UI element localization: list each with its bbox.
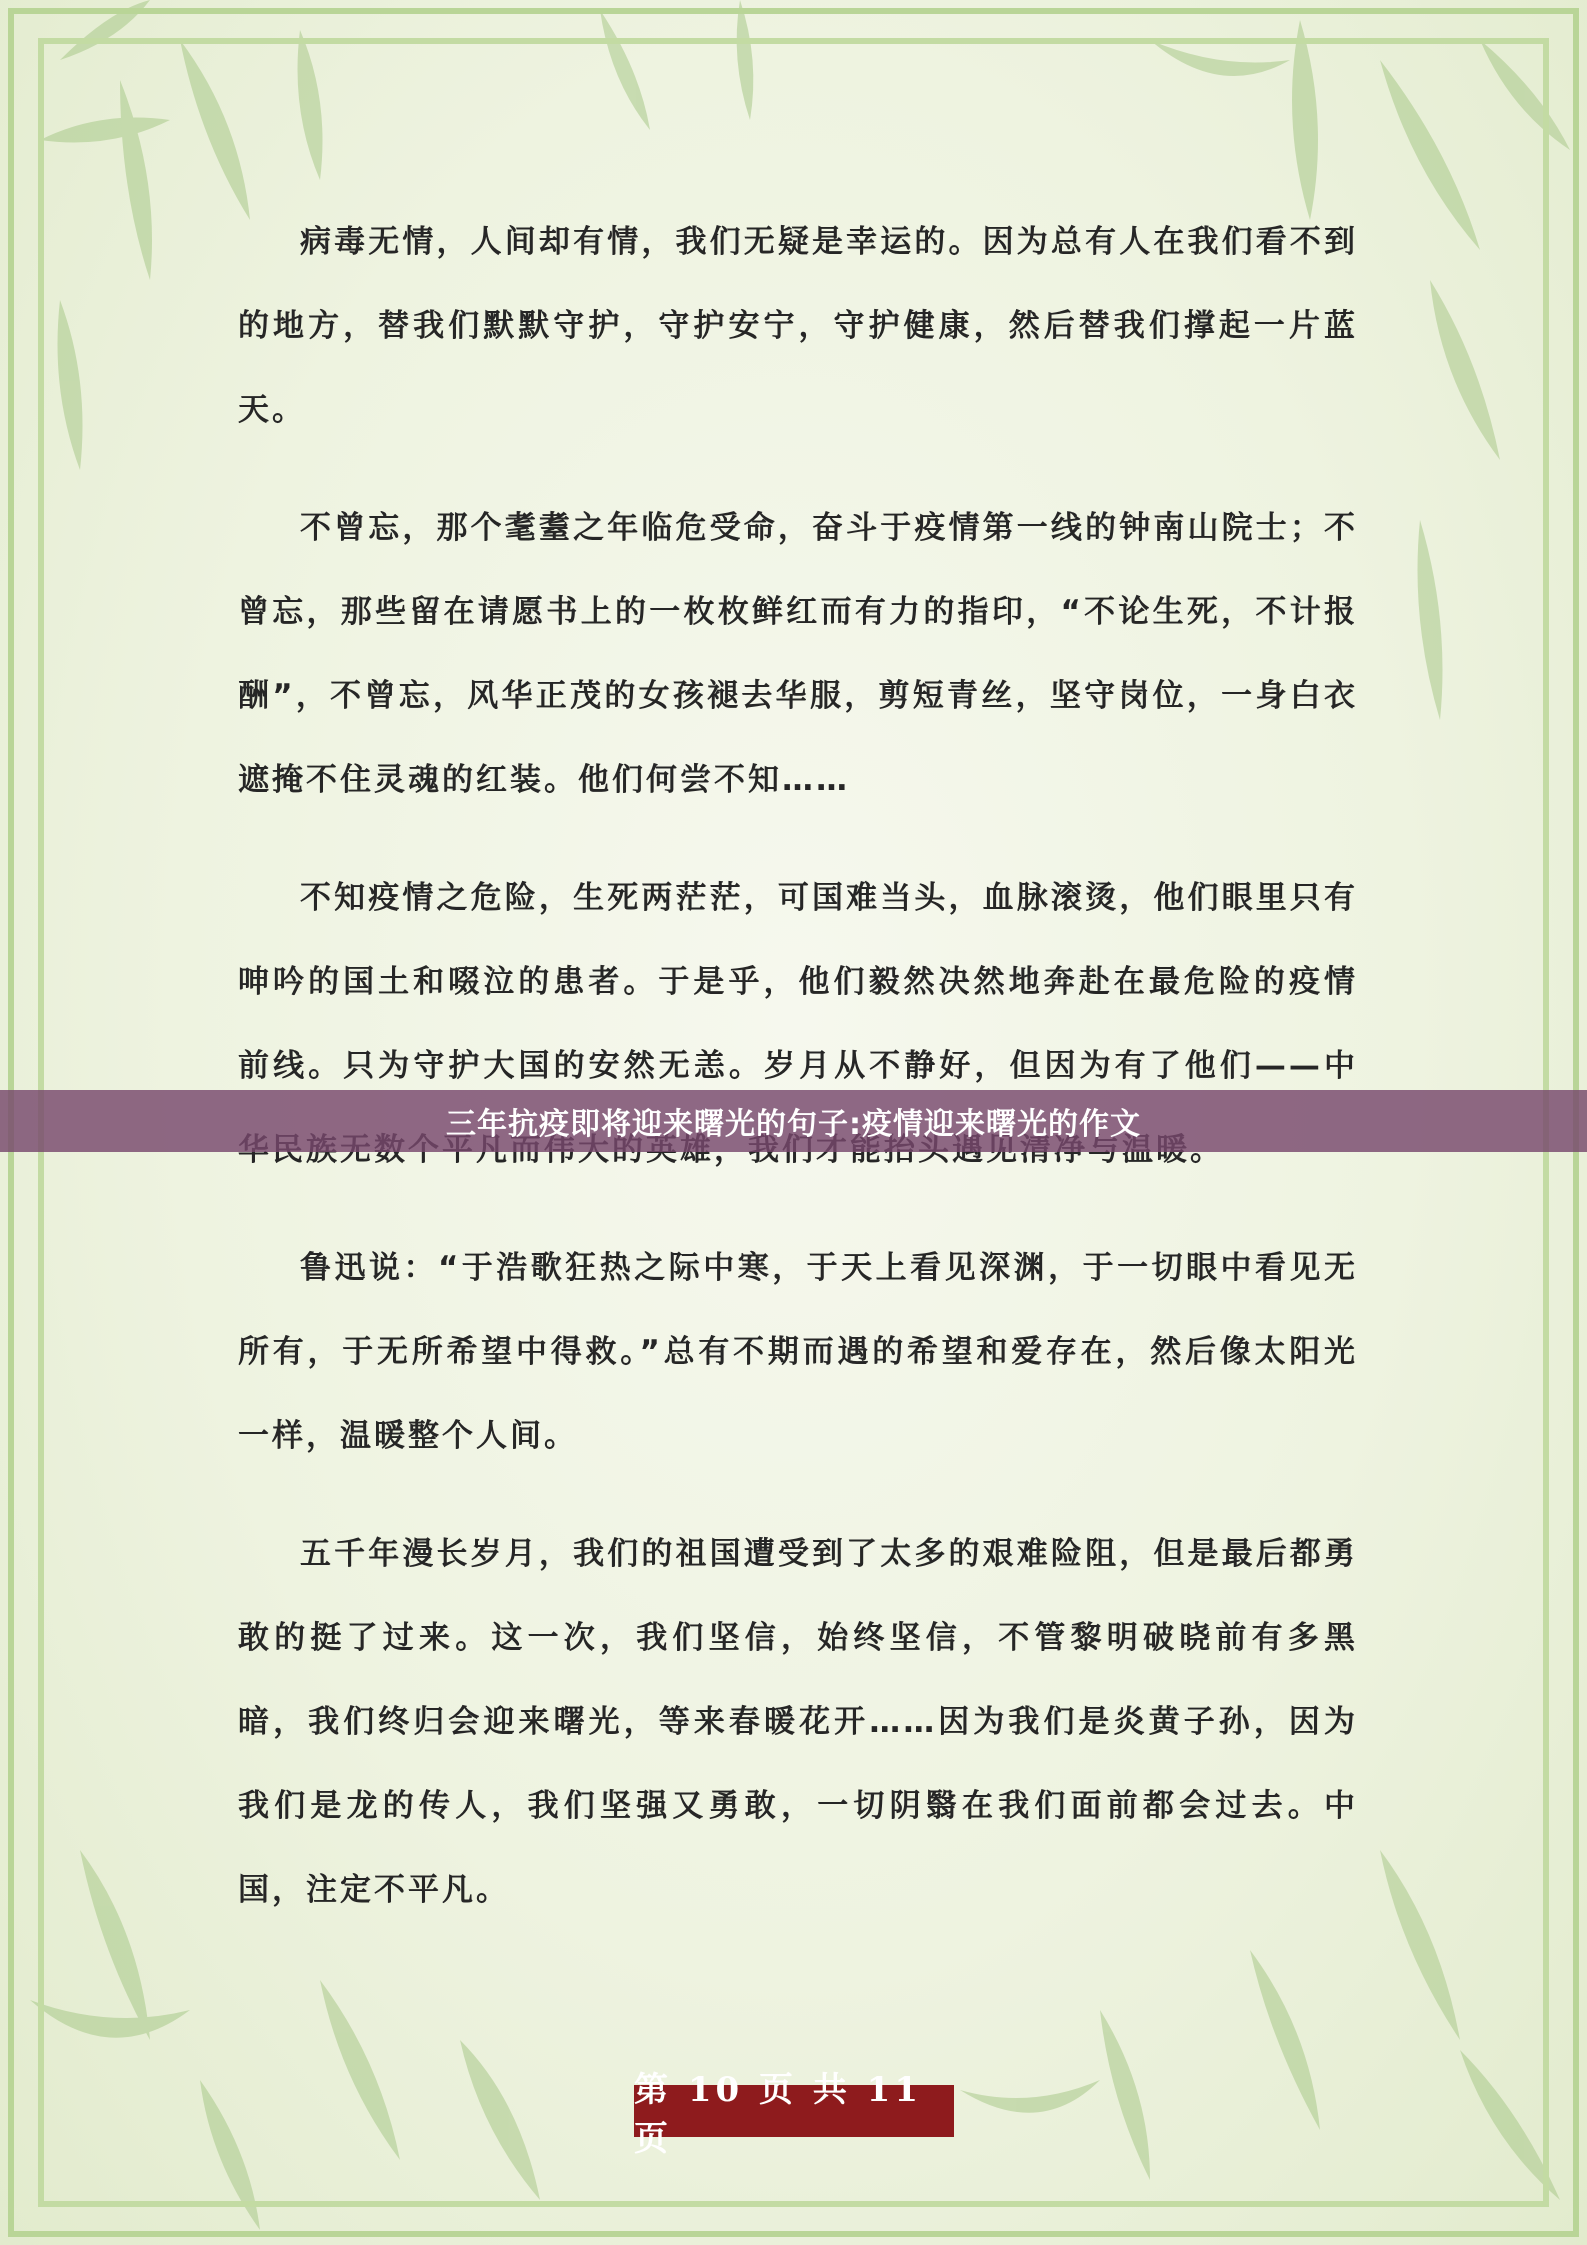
paragraph: 病毒无情，人间却有情，我们无疑是幸运的。因为总有人在我们看不到的地方，替我们默默守护，守护安宁，守护健康，然后替我们撑起一片蓝天。: [238, 224, 1358, 428]
banner-title: 三年抗疫即将迎来曙光的句子:疫情迎来曙光的作文: [446, 1107, 1141, 1142]
page-number-label: 第 10 页 共 11 页: [634, 2070, 922, 2159]
page-number-badge: [634, 2070, 954, 2159]
paragraph: 不曾忘，那个耄耋之年临危受命，奋斗于疫情第一线的钟南山院士；不曾忘，那些留在请愿书上的一枚枚鲜红而有力的指印，“不论生死，不计报酬”，不曾忘，风华正茂的女孩褪去华服，剪短青丝，坚守岗位，一身白衣遮掩不住灵魂的红装。他们何尝不知……: [238, 510, 1358, 798]
paragraph: 五千年漫长岁月，我们的祖国遭受到了太多的艰难险阻，但是最后都勇敢的挺了过来。这一次，我们坚信，始终坚信，不管黎明破晓前有多黑暗，我们终归会迎来曙光，等来春暖花开……因为我们是炎黄子孙，因为我们是龙的传人，我们坚强又勇敢，一切阴翳在我们面前都会过去。中国，注定不平凡。: [238, 1536, 1358, 1908]
title-banner: [0, 1090, 1587, 1152]
paragraph: 不知疫情之危险，生死两茫茫，可国难当头，血脉滚烫，他们眼里只有呻吟的国土和啜泣的患者。于是乎，他们毅然决然地奔赴在最危险的疫情前线。只为守护大国的安然无恙。岁月从不静好，但因为有了他们——中: [238, 880, 1358, 1084]
paragraph: 鲁迅说：“于浩歌狂热之际中寒，于天上看见深渊，于一切眼中看见无所有，于无所希望中得救。”总有不期而遇的希望和爱存在，然后像太阳光一样，温暖整个人间。: [238, 1250, 1358, 1454]
document-body: [238, 200, 1358, 1966]
